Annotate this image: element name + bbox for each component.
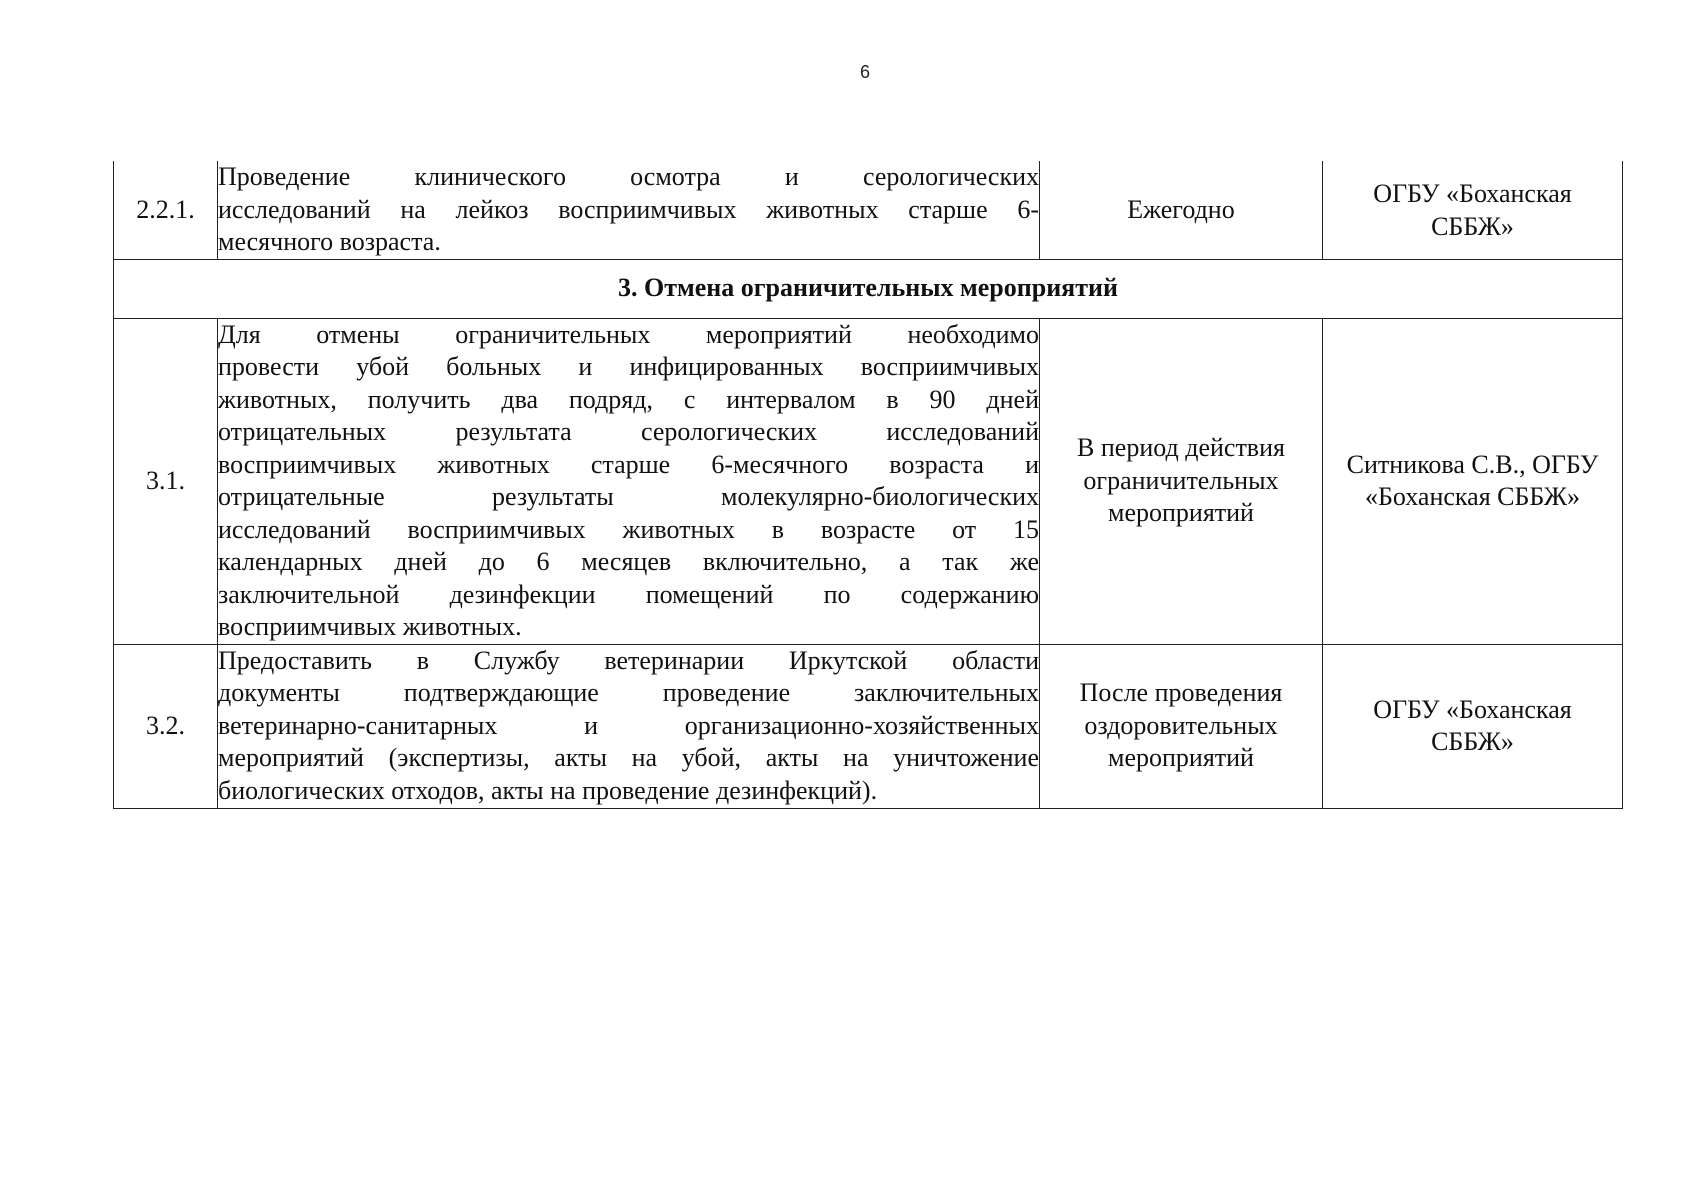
description-line: восприимчивых животных старше 6-месячного возраста и xyxy=(218,449,1039,479)
section-title: 3. Отмена ограничительных мероприятий xyxy=(114,259,1623,318)
row-description xyxy=(218,644,1040,808)
table-row xyxy=(114,161,1623,259)
description-line: документы подтверждающие проведение заключительных xyxy=(218,678,1039,708)
description-line: исследований восприимчивых животных в возрасте от 15 xyxy=(218,514,1039,544)
section-row xyxy=(114,259,1623,318)
description-line: отрицательных результата серологических исследований xyxy=(218,417,1039,446)
description-line: биологических отходов, акты на проведение дезинфекций). xyxy=(218,775,878,805)
responsible-line: ОГБУ «Боханская xyxy=(1373,179,1572,209)
term-line: оздоровительных xyxy=(1084,710,1278,740)
responsible-line: СББЖ» xyxy=(1431,211,1514,241)
description-line: Предоставить в Службу ветеринарии Иркутской области xyxy=(218,645,1039,675)
row-number: 3.2. xyxy=(114,644,218,808)
term-line: мероприятий xyxy=(1108,498,1254,528)
term-line: мероприятий xyxy=(1108,743,1254,773)
responsible-line: Ситникова С.В., ОГБУ xyxy=(1346,449,1599,479)
row-term xyxy=(1040,318,1323,644)
table-row xyxy=(114,644,1623,808)
description-line: животных, получить два подряд, с интервалом в 90 дней xyxy=(218,384,1039,414)
row-responsible xyxy=(1323,644,1623,808)
description-line: исследований на лейкоз восприимчивых животных старше 6- xyxy=(218,194,1039,224)
page-number: 6 xyxy=(859,62,870,82)
row-term xyxy=(1040,161,1323,259)
term-line: После проведения xyxy=(1079,678,1283,708)
description-line: провести убой больных и инфицированных восприимчивых xyxy=(218,352,1039,381)
description-line: Для отмены ограничительных мероприятий необходимо xyxy=(218,319,1039,349)
description-line: календарных дней до 6 месяцев включительно, а так же xyxy=(218,547,1039,576)
row-responsible xyxy=(1323,161,1623,259)
table-row xyxy=(114,318,1623,644)
responsible-line: ОГБУ «Боханская xyxy=(1373,694,1572,724)
description-line: мероприятий (экспертизы, акты на убой, акты на уничтожение xyxy=(218,743,1039,773)
term-line: ограничительных xyxy=(1083,465,1279,495)
description-line: отрицательные результаты молекулярно-биологических xyxy=(218,482,1039,511)
row-number: 3.1. xyxy=(114,318,218,644)
row-term xyxy=(1040,644,1323,808)
row-description xyxy=(218,318,1040,644)
term-line: В период действия xyxy=(1077,433,1285,463)
responsible-line: СББЖ» xyxy=(1431,727,1514,756)
row-responsible xyxy=(1323,318,1623,644)
row-description xyxy=(218,161,1040,259)
description-line: заключительной дезинфекции помещений по содержанию xyxy=(218,579,1039,609)
description-line: месячного возраста. xyxy=(218,227,441,256)
description-line: восприимчивых животных. xyxy=(218,612,522,641)
measures-table xyxy=(113,161,1623,809)
description-line: ветеринарно-санитарных и организационно-хозяйственных xyxy=(218,710,1039,740)
responsible-line: «Боханская СББЖ» xyxy=(1364,482,1581,511)
row-number: 2.2.1. xyxy=(114,161,218,259)
term-line: Ежегодно xyxy=(1127,194,1235,224)
description-line: Проведение клинического осмотра и серологических xyxy=(218,162,1039,191)
